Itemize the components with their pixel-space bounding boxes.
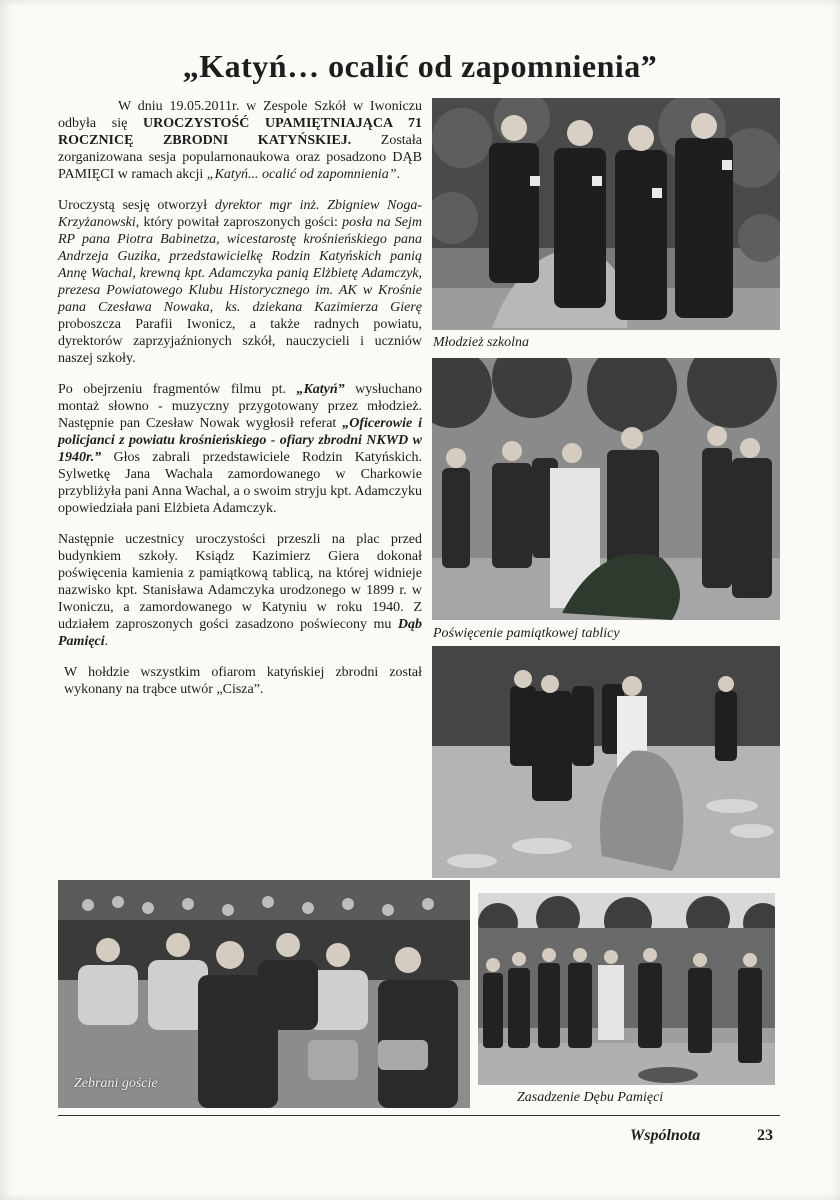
- photo-memorial-stone: [432, 646, 780, 878]
- paragraph-5: W hołdzie wszystkim ofiarom katyńskiej zbrodni został wykonany na trąbce utwór „Cisza”.: [64, 665, 422, 697]
- photo-oak-planting: [478, 893, 775, 1085]
- photo-students: [432, 98, 780, 330]
- photo-guests: [58, 880, 470, 1108]
- footer-page-number: 23: [757, 1127, 773, 1144]
- footer-divider: [58, 1115, 780, 1116]
- paragraph-1: W dniu 19.05.2011r. w Zespole Szkół w Iwoniczu odbyła się UROCZYSTOŚĆ UPAMIĘTNIAJĄCA 71 ROCZNICĘ ZBRODNI KATYŃSKIEJ. Została zorganizowana sesja popularnonaukowa oraz posadzono DĄB PAMIĘCI w ramach akcji „Katyń... ocalić od zapomnienia”.: [58, 99, 422, 182]
- article-body: [58, 98, 422, 712]
- caption-blessing-plaque: Poświęcenie pamiątkowej tablicy: [433, 626, 620, 641]
- photo-blessing-plaque: [432, 358, 780, 620]
- caption-oak-planting: Zasadzenie Dębu Pamięci: [517, 1090, 664, 1105]
- article-title: „Katyń… ocalić od zapomnienia”: [182, 48, 658, 84]
- caption-guests: Zebrani goście: [74, 1076, 158, 1091]
- footer-magazine-name: Wspólnota: [630, 1127, 701, 1144]
- caption-students: Młodzież szkolna: [433, 335, 530, 350]
- paragraph-3: Po obejrzeniu fragmentów filmu pt. „Katyń” wysłuchano montaż słowno - muzyczny przygotowany przez młodzież. Następnie pan Czesław Nowak wygłosił referat „Oficerowie i policjanci z powiatu krośnieńskiego - ofiary zbrodni NKWD w 1940r.” Głos zabrali przedstawiciele Rodzin Katyńskich. Sylwetkę Jana Wachala zamordowanego w Charkowie przybliżyła pani Anna Wachal, a o swoim stryju kpt. Adamczyku opowiedziała pani Elżbieta Adamczyk.: [58, 382, 422, 516]
- paragraph-2: Uroczystą sesję otworzył dyrektor mgr inż. Zbigniew Noga-Krzyżanowski, który powitał zaproszonych gości: posła na Sejm RP pana Piotra Babinetza, wicestarostę krośnieńskiego pana Andrzeja Guzika, przedstawicielkę Rodzin Katyńskich panią Annę Wachal, krewną kpt. Adamczyka panią Elżbietę Adamczyk, prezesa Powiatowego Klubu Historycznego im. AK w Krośnie pana Czesława Nowaka, ks. dziekana Kazimierza Gierę proboszcza Parafii Iwonicz, a także radnych powiatu, dyrektorów zaprzyjaźnionych szkół, nauczycieli i uczniów naszej szkoły.: [58, 198, 423, 366]
- paragraph-4: Następnie uczestnicy uroczystości przeszli na plac przed budynkiem szkoły. Ksiądz Kazimierz Giera dokonał poświęcenia kamienia z pamiątkową tablicą, na której widnieje nazwisko kpt. Stanisława Adamczyka urodzonego w 1899 r. w Iwoniczu, a zamordowanego w Katyniu w roku 1940. Z udziałem zaproszonych gości zasadzono poświecony mu Dąb Pamięci.: [58, 532, 422, 649]
